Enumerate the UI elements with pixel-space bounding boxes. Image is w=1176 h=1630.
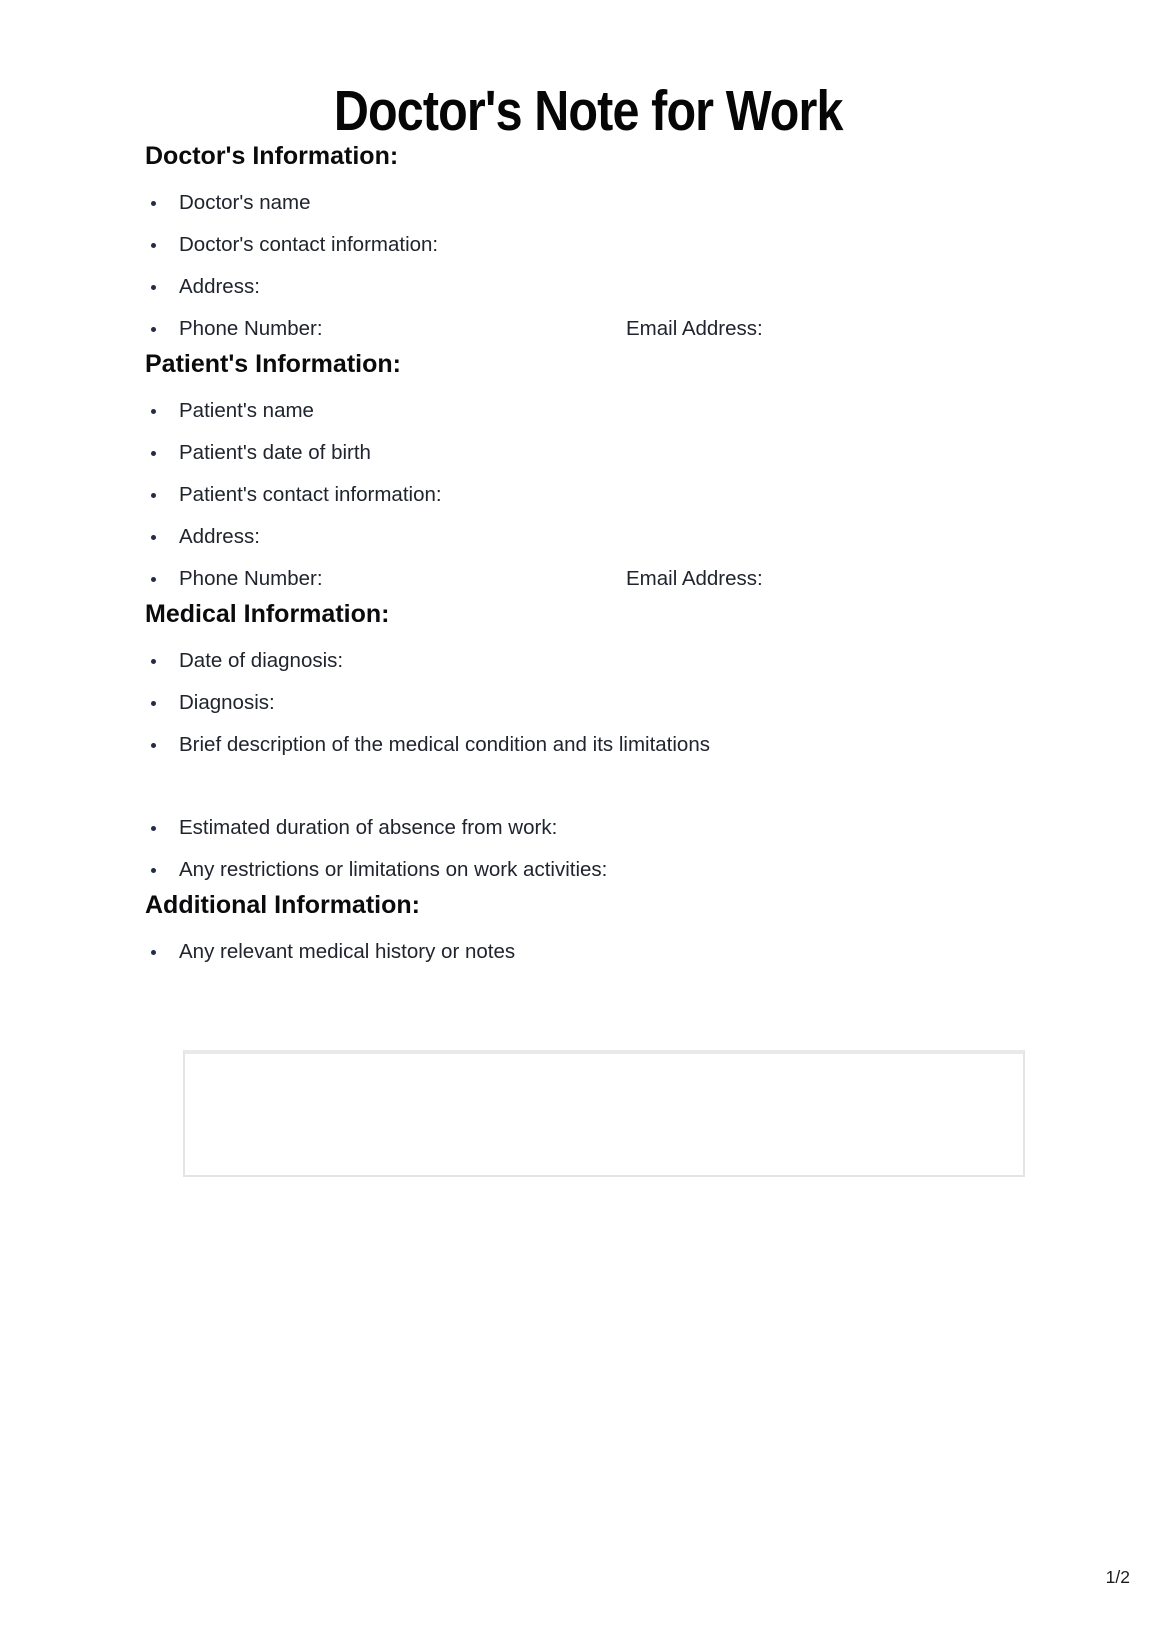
medical-info-list [145, 640, 1031, 766]
page-title-text: Doctor's Note for Work [333, 79, 843, 143]
additional-info-heading: Additional Information: [145, 891, 420, 919]
patient-info-heading: Patient's Information: [145, 350, 401, 378]
list-item: • Estimated duration of absence from work: [168, 807, 1031, 849]
list-item: • Diagnosis: [168, 682, 1031, 724]
doctor-info-list [145, 182, 1031, 350]
notes-textarea[interactable] [183, 1050, 1025, 1177]
list-item: • Patient's name [168, 390, 1031, 432]
list-item: • Doctor's name [168, 182, 1031, 224]
list-item: • Date of diagnosis: [168, 640, 1031, 682]
email-address-label: Email Address: [626, 317, 763, 340]
page-indicator: 1/2 [1105, 1567, 1130, 1587]
list-item: • Address: [168, 516, 1031, 558]
list-item [168, 308, 1031, 350]
phone-number-label: Phone Number: [179, 317, 323, 340]
patient-info-list [145, 390, 1031, 600]
page-title [0, 0, 1176, 142]
additional-info-list [145, 931, 1031, 973]
list-item: • Any relevant medical history or notes [168, 931, 1031, 973]
list-item: • Doctor's contact information: [168, 224, 1031, 266]
medical-info-list-continued [145, 807, 1031, 891]
list-item: • Address: [168, 266, 1031, 308]
list-item [168, 558, 1031, 600]
doctor-info-heading: Doctor's Information: [145, 142, 399, 170]
list-item: • Brief description of the medical condition and its limitations [168, 724, 1031, 766]
phone-number-label: Phone Number: [179, 567, 323, 590]
list-item: • Any restrictions or limitations on work activities: [168, 849, 1031, 891]
document-content [145, 142, 1031, 1177]
list-item: • Patient's contact information: [168, 474, 1031, 516]
email-address-label: Email Address: [626, 567, 763, 590]
list-item: • Patient's date of birth [168, 432, 1031, 474]
medical-info-heading: Medical Information: [145, 600, 390, 628]
